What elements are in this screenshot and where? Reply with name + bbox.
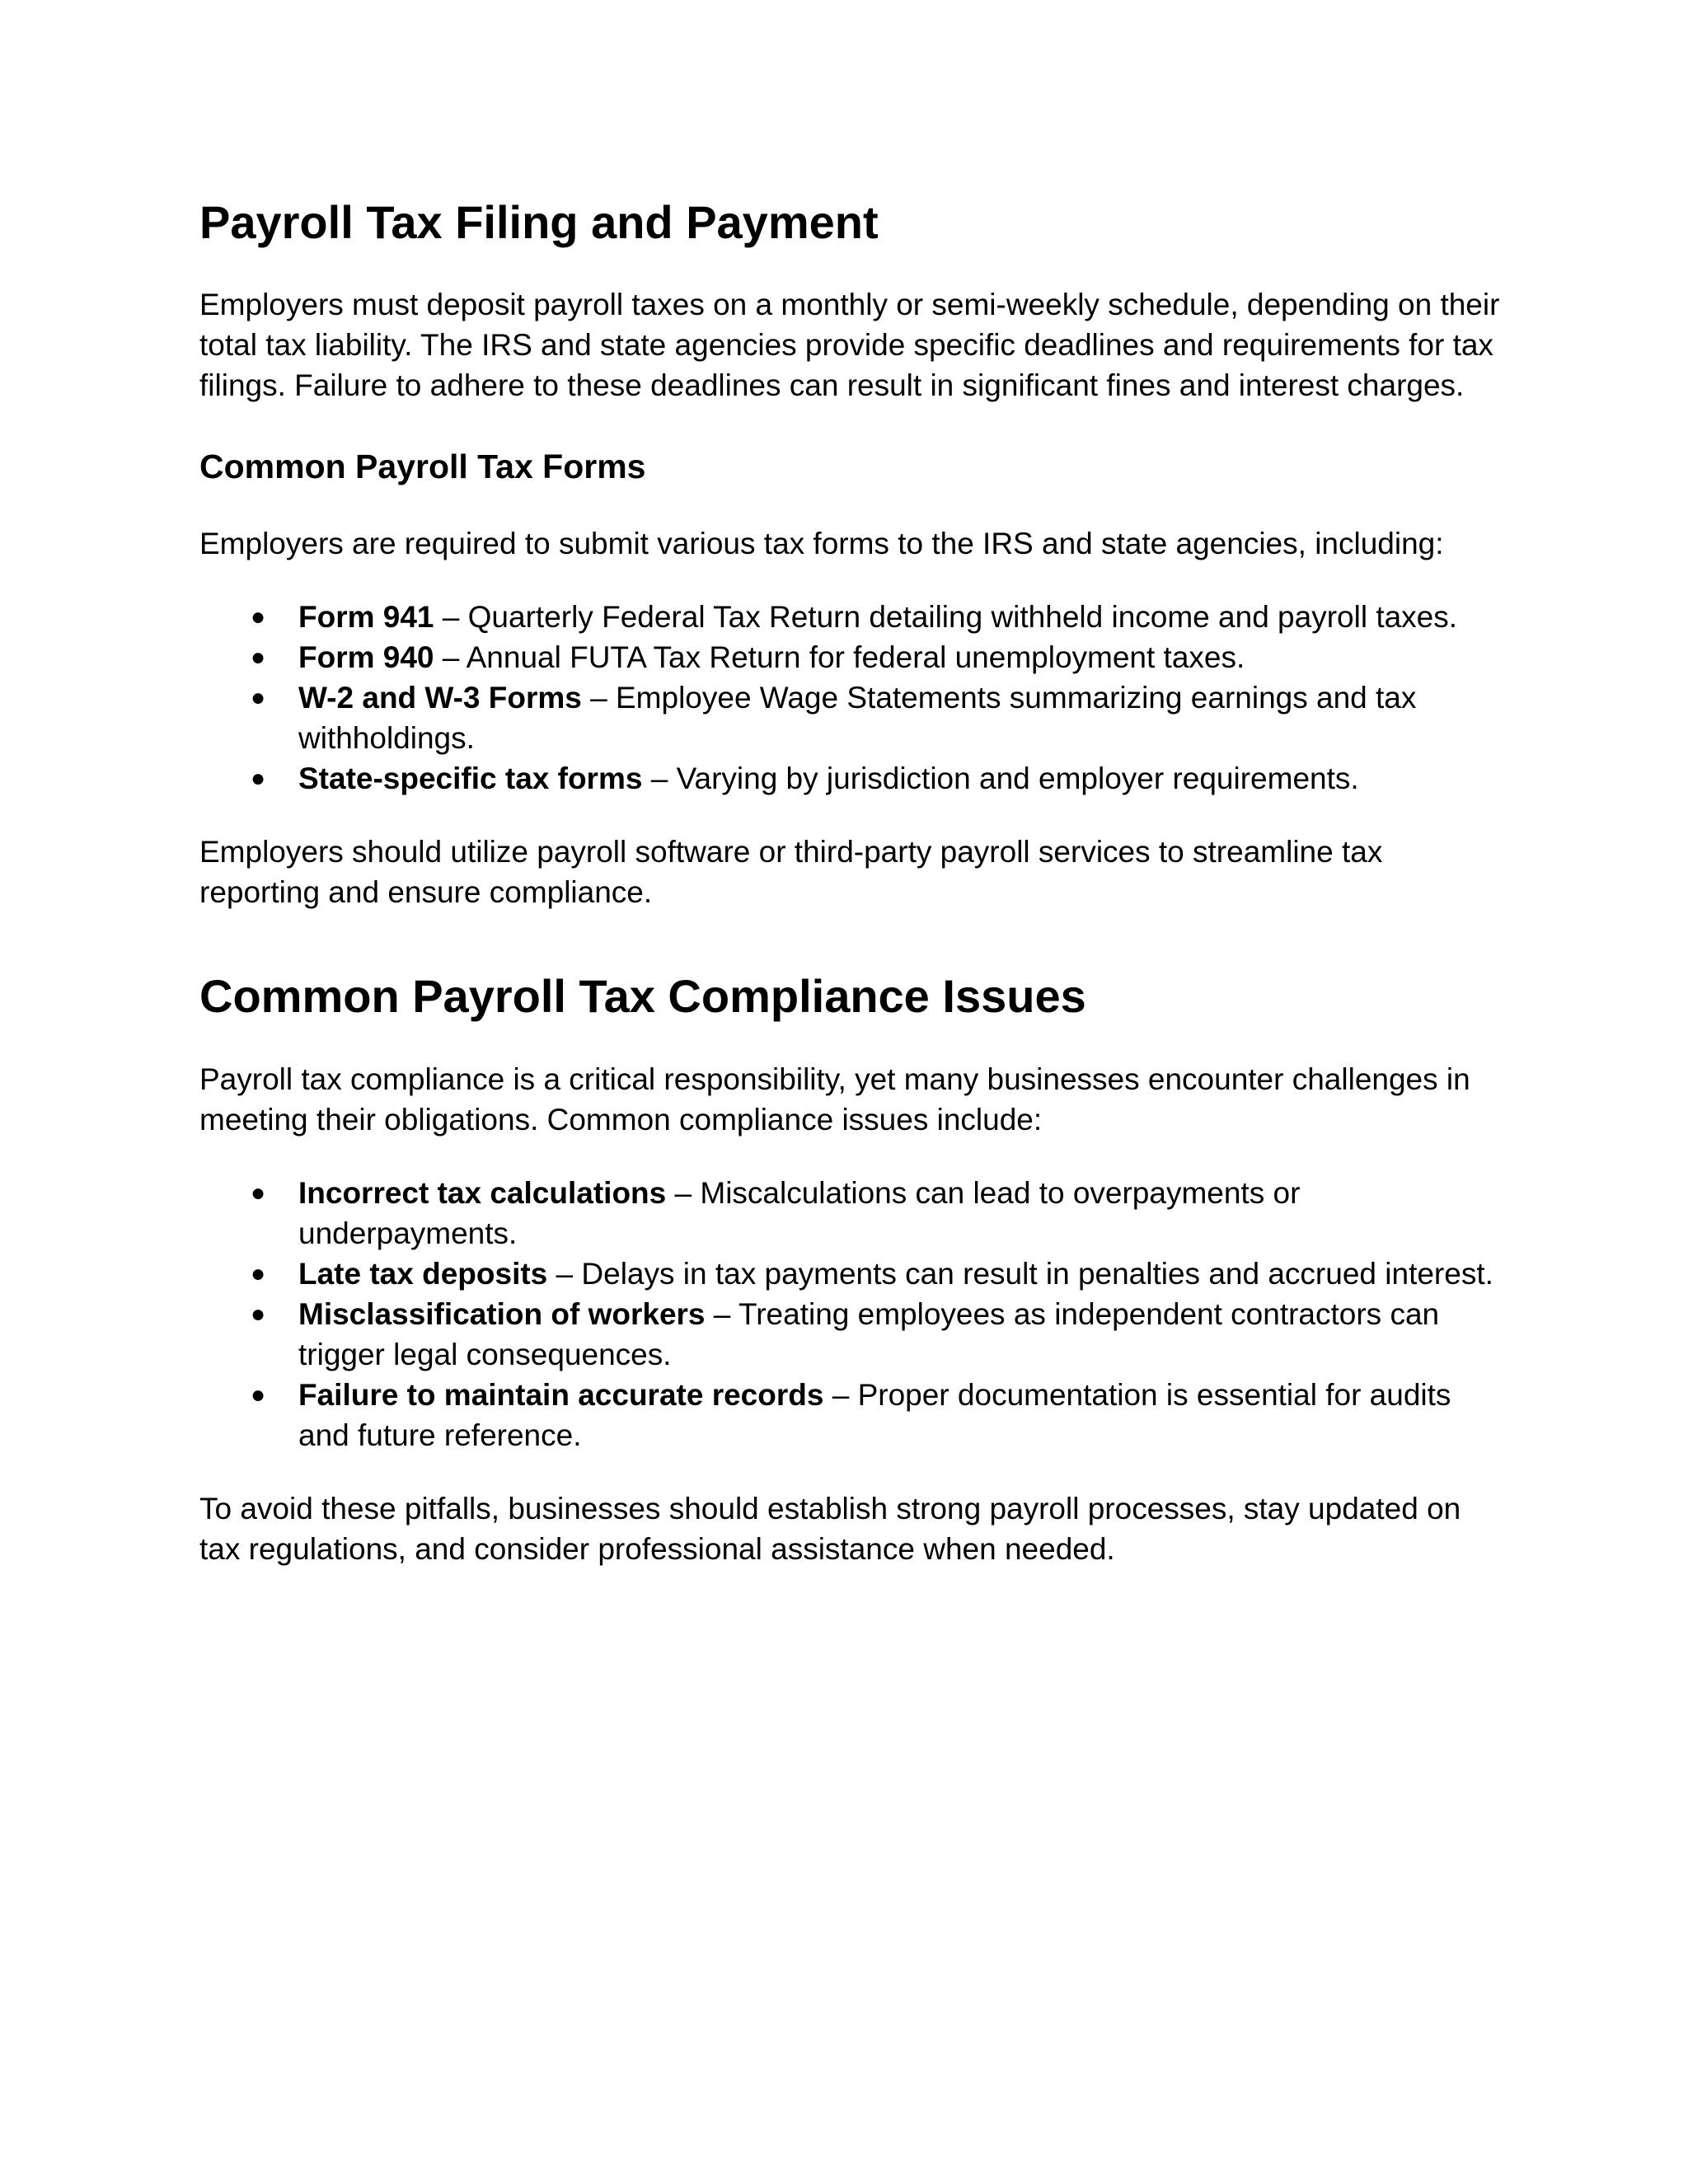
list-item-text: – Quarterly Federal Tax Return detailing withheld income and payroll taxes. (434, 600, 1458, 635)
list-item-term: Failure to maintain accurate records (298, 1377, 824, 1412)
list-item-term: Misclassification of workers (298, 1296, 706, 1331)
bullet-icon: ● (251, 1380, 266, 1408)
list-item (199, 597, 1502, 637)
list-item-term: W-2 and W-3 Forms (298, 681, 582, 715)
list-item-text: – Proper documentation is essential for audits and future reference. (298, 1377, 1451, 1452)
bullet-icon: ● (251, 684, 266, 712)
list-item-term: Form 940 (298, 640, 434, 675)
list-item-text: – Employee Wage Statements summarizing earnings and tax withholdings. (298, 681, 1417, 756)
paragraph-forms-outro: Employers should utilize payroll software or third-party payroll services to streamline tax reporting and ensure compliance. (199, 835, 1383, 910)
list-item-text: – Treating employees as independent contractors can trigger legal consequences. (298, 1296, 1440, 1371)
paragraph-filing: Employers must deposit payroll taxes on a monthly or semi-weekly schedule, depending on their total tax liability. The IRS and state agencies provide specific deadlines and requirements for tax filings. Failure to adhere to these deadlines can result in significant fines and interest charges. (199, 288, 1500, 403)
heading-payroll-tax-filing: Payroll Tax Filing and Payment (199, 196, 879, 248)
paragraph-forms-intro: Employers are required to submit various tax forms to the IRS and state agencies, including: (199, 527, 1444, 561)
list-item (199, 677, 1502, 758)
paragraph-issues-intro: Payroll tax compliance is a critical responsibility, yet many businesses encounter challenges in meeting their obligations. Common compliance issues include: (199, 1062, 1470, 1137)
list-item-term: Form 941 (298, 600, 434, 635)
list-item (199, 1375, 1502, 1455)
list-item-term: Incorrect tax calculations (298, 1175, 667, 1210)
bullet-icon: ● (251, 1179, 266, 1207)
list-item (199, 1173, 1502, 1254)
paragraph-issues-outro: To avoid these pitfalls, businesses should establish strong payroll processes, stay updated on tax regulations, and consider professional assistance when needed. (199, 1491, 1461, 1566)
list-item (199, 637, 1502, 677)
compliance-issues-list (199, 1173, 1502, 1455)
list-item (199, 1294, 1502, 1375)
list-item-text: – Annual FUTA Tax Return for federal unemployment taxes. (434, 640, 1245, 675)
list-item (199, 1254, 1502, 1294)
tax-forms-list (199, 597, 1502, 799)
bullet-icon: ● (251, 1259, 266, 1287)
list-item-text: – Varying by jurisdiction and employer requirements. (642, 762, 1359, 796)
bullet-icon: ● (251, 603, 266, 631)
list-item-term: Late tax deposits (298, 1256, 548, 1291)
list-item-term: State-specific tax forms (298, 762, 643, 796)
bullet-icon: ● (251, 644, 266, 672)
list-item (199, 758, 1502, 799)
heading-common-tax-forms: Common Payroll Tax Forms (199, 448, 646, 486)
bullet-icon: ● (251, 765, 266, 793)
document-page (199, 194, 1502, 1569)
list-item-text: – Delays in tax payments can result in penalties and accrued interest. (547, 1256, 1493, 1291)
bullet-icon: ● (251, 1300, 266, 1328)
list-item-text: – Miscalculations can lead to overpayments or underpayments. (298, 1175, 1301, 1250)
heading-compliance-issues: Common Payroll Tax Compliance Issues (199, 970, 1086, 1023)
